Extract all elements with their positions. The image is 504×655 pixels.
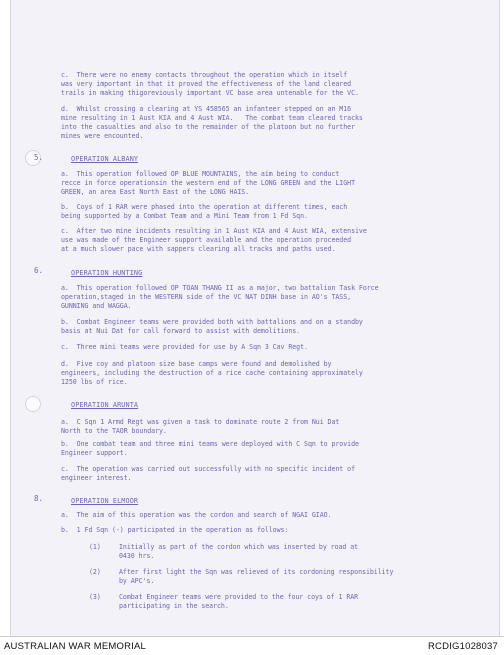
paragraph-d-line: into the casualties and also to the remainder of the platoon but no further xyxy=(61,123,355,131)
paragraph-d-line: mines were encounted. xyxy=(61,132,144,140)
paragraph-line: use was made of the Engineer support available and the operation proceeded xyxy=(61,236,352,244)
paragraph-line: operation,staged in the WESTERN side of the VC NAT DINH base in AO's TASS, xyxy=(61,293,352,301)
paragraph-line: at a much slower pace with sappers clearing all tracks and paths used. xyxy=(61,245,336,253)
paragraph-line: GUNNING and WAGGA. xyxy=(61,302,132,310)
paragraph-line: a. This operation followed OP BLUE MOUNTAINS, the aim being to conduct xyxy=(61,170,340,178)
paragraph-line: engineer interest. xyxy=(61,474,132,482)
paragraph-d-line: d. Whilst crossing a clearing at YS 458565 an infanteer stepped on an M16 xyxy=(61,105,352,113)
record-id: RCDIG1028037 xyxy=(428,641,498,652)
paragraph-line: engineers, including the destruction of a rice cache containing approximately xyxy=(61,369,363,377)
sub-item-line: by APC's. xyxy=(119,577,155,585)
paragraph-line: North to the TAOR boundary. xyxy=(61,427,167,435)
paragraph-line: c. Three mini teams were provided for use by A Sqn 3 Cav Regt. xyxy=(61,343,308,351)
sub-item-line: participating in the search. xyxy=(119,602,229,610)
paragraph-c-line: c. There were no enemy contacts throughout the operation which in itself xyxy=(61,71,348,79)
paragraph-line: b. 1 Fd Sqn (-) participated in the operation as follows: xyxy=(61,526,289,534)
paragraph-line: d. Five coy and platoon size base camps were found and demolished by xyxy=(61,360,332,368)
section-number: 5. xyxy=(34,153,44,162)
paragraph-c-line: was very important in that it proved the effectiveness of the land cleared xyxy=(61,80,352,88)
paragraph-line: a. C Sqn 1 Armd Regt was given a task to dominate route 2 from Nui Dat xyxy=(61,418,340,426)
paragraph-line: being supported by a Combat Team and a Mini Team from 1 Fd Sqn. xyxy=(61,212,308,220)
paragraph-d-line: mine resulting in 1 Aust KIA and 4 Aust WIA. The combat team cleared tracks xyxy=(61,114,363,122)
sub-item-line: Initially as part of the cordon which was inserted by road at xyxy=(119,543,359,551)
paragraph-line: b. Coys of 1 RAR were phased into the operation at different times, each xyxy=(61,203,348,211)
sub-item-line: Combat Engineer teams were provided to the four coys of 1 RAR xyxy=(119,593,359,601)
paragraph-line: c. The operation was carried out successfully with no specific incident of xyxy=(61,465,355,473)
paragraph-line: c. After two mine incidents resulting in 1 Aust KIA and 4 Aust WIA, extensive xyxy=(61,227,367,235)
paragraph-line: b. Combat Engineer teams were provided both with battalions and on a standby xyxy=(61,318,363,326)
paragraph-line: b. One combat team and three mini teams were deployed with C Sqn to provide xyxy=(61,440,359,448)
paragraph-line: a. This operation followed OP TOAN THANG II as a major, two battalion Task Force xyxy=(61,284,379,292)
sub-item-label: (2) xyxy=(89,568,101,576)
sub-item-line: After first light the Sqn was relieved of its cordoning responsibility xyxy=(119,568,394,576)
section-number: 6. xyxy=(34,266,44,275)
sub-item-line: 0430 hrs. xyxy=(119,552,155,560)
archive-name: AUSTRALIAN WAR MEMORIAL xyxy=(4,641,147,652)
sub-item-label: (1) xyxy=(89,543,101,551)
section-heading: OPERATION ELMOOR xyxy=(71,497,139,505)
archive-footer xyxy=(0,636,504,655)
sub-item-label: (3) xyxy=(89,593,101,601)
paragraph-line: 1250 lbs of rice. xyxy=(61,378,128,386)
section-heading: OPERATION ALBANY xyxy=(71,155,139,163)
punch-hole xyxy=(25,396,41,412)
section-heading: OPERATION ARUNTA xyxy=(71,401,139,409)
document-page xyxy=(10,0,500,636)
section-heading: OPERATION HUNTING xyxy=(71,269,143,277)
section-number: 8. xyxy=(34,494,44,503)
paragraph-line: Engineer support. xyxy=(61,449,128,457)
paragraph-line: basis at Nui Dat for call forward to assist with demolitions. xyxy=(61,327,301,335)
paragraph-line: GREEN, an area East North East of the LONG HAIS. xyxy=(61,188,250,196)
paragraph-c-line: trails in making thigoreviously important VC base area untenable for the VC. xyxy=(61,89,359,97)
paragraph-line: a. The aim of this operation was the cordon and search of NGAI GIAO. xyxy=(61,511,332,519)
paragraph-line: recce in force operationsin the western end of the LONG GREEN and the LIGHT xyxy=(61,179,355,187)
